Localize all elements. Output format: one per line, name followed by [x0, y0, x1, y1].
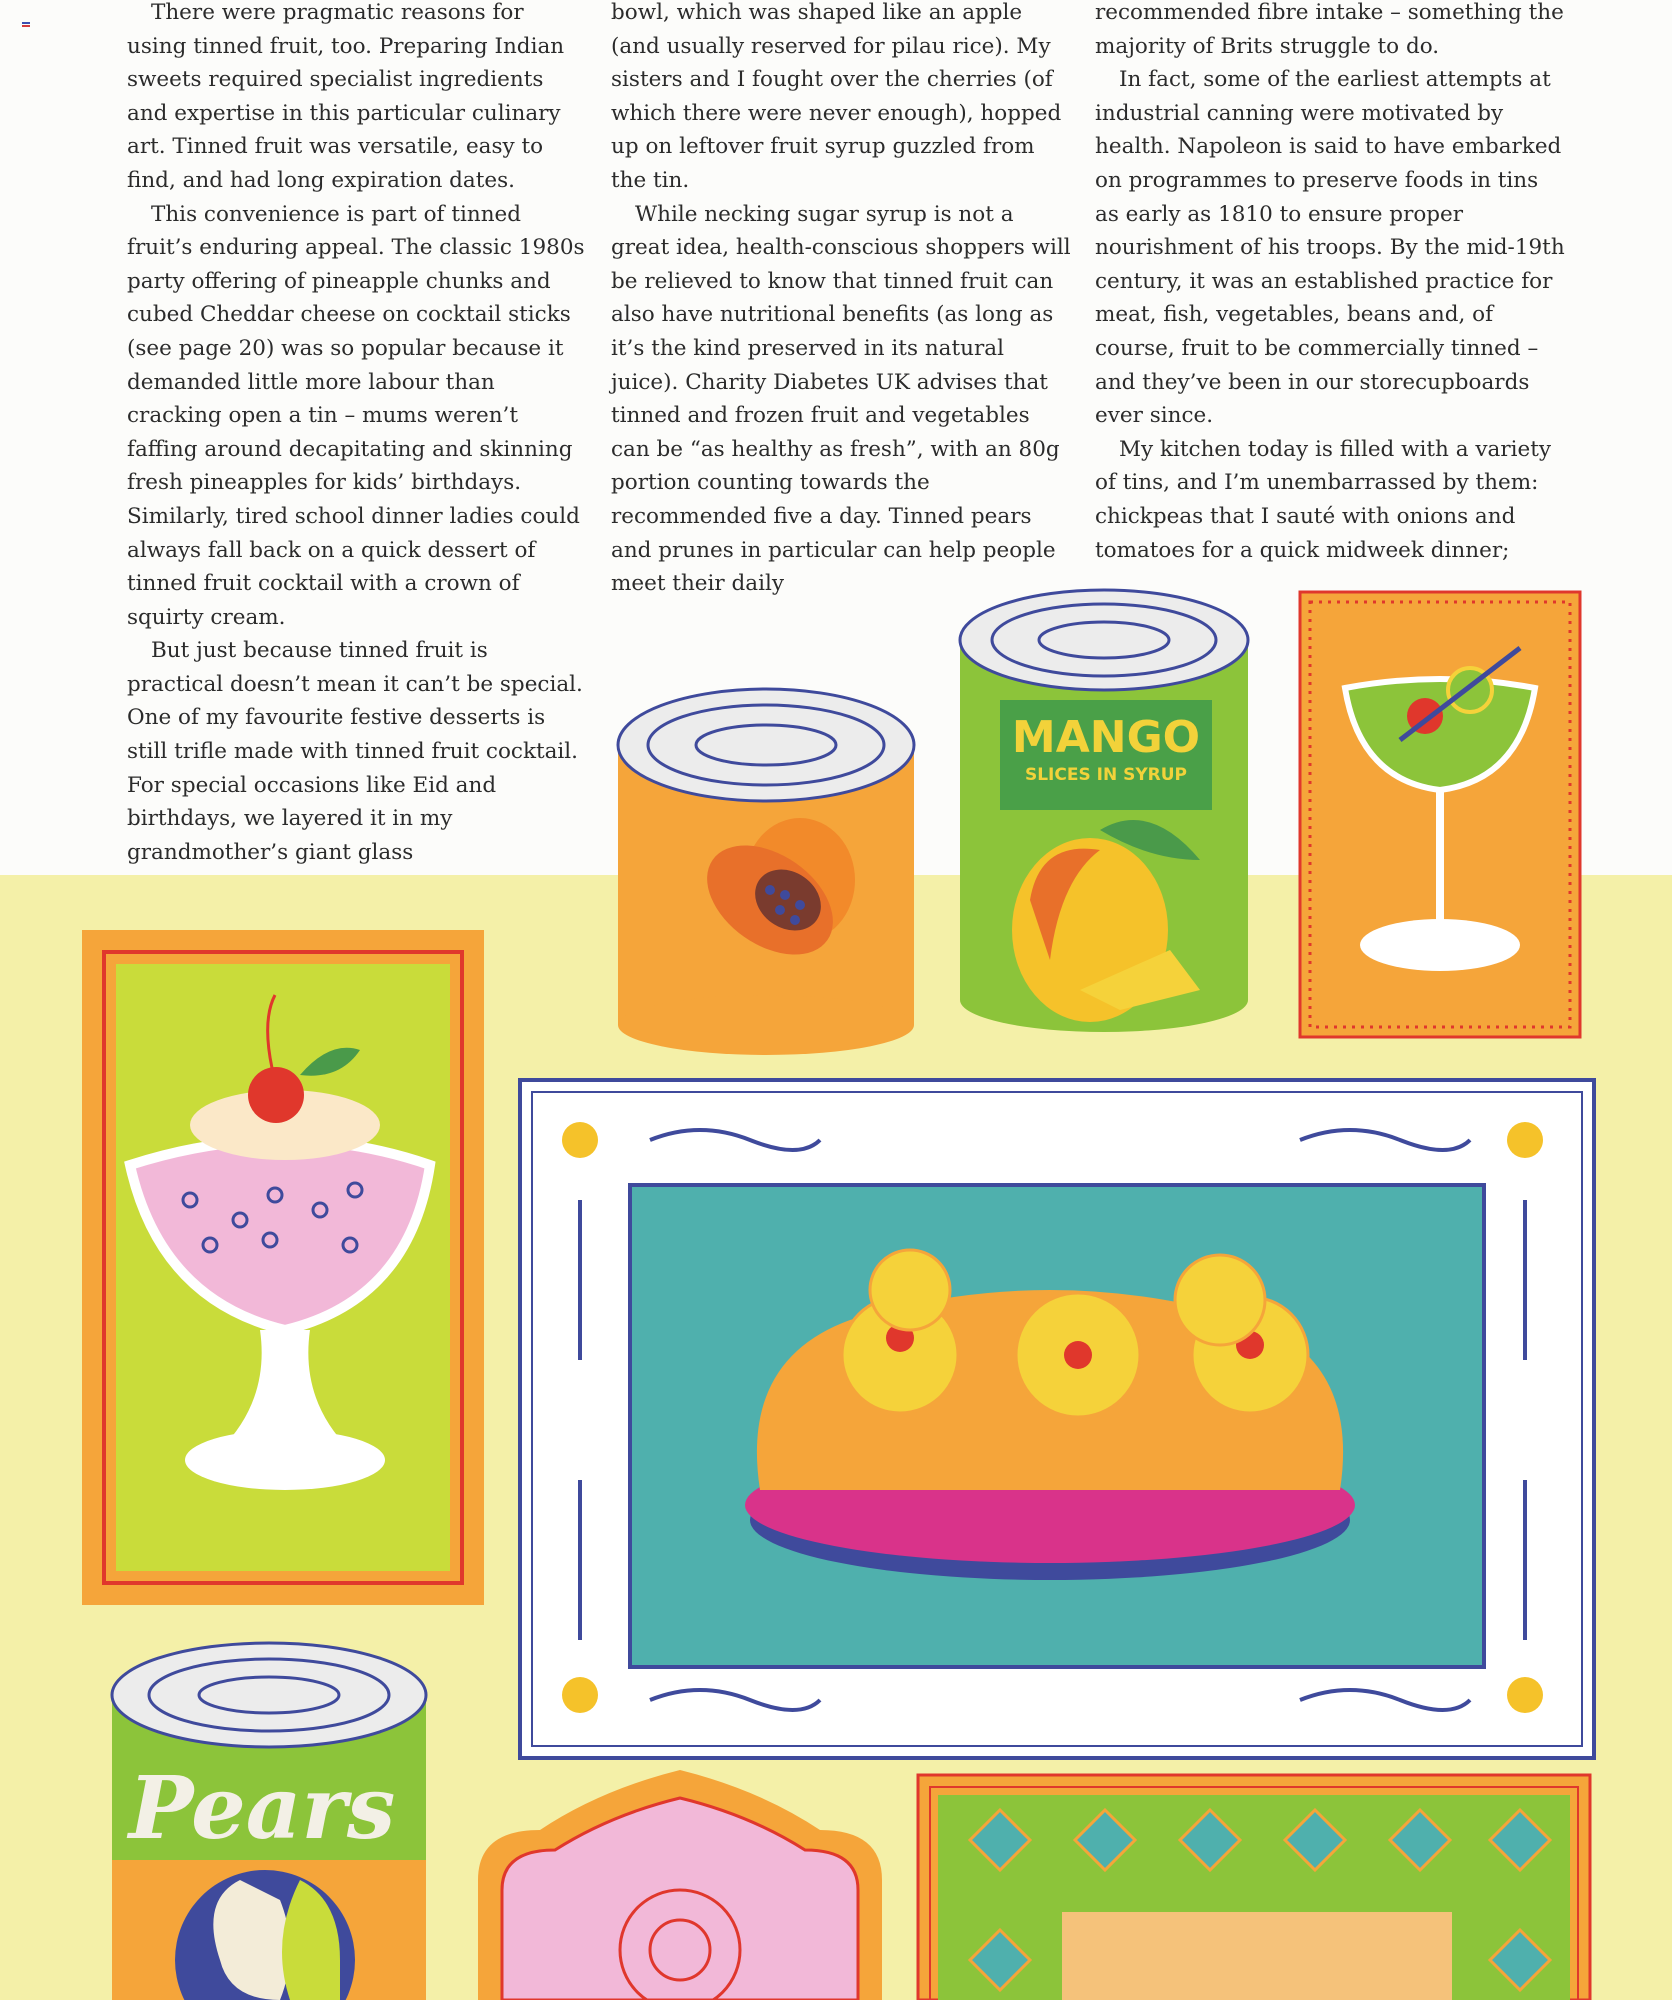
papaya-can	[618, 689, 914, 1055]
paragraph: But just because tinned fruit is practical doesn’t mean it can’t be special. One of my favourite festive desserts is still trifle made with tinned fruit cocktail. For special occasions like Eid and birthdays, we layered it in my grandmother’s giant glass	[127, 638, 583, 865]
arch-frame	[478, 1770, 882, 2000]
paragraph: recommended fibre intake – something the majority of Brits struggle to do.	[1095, 0, 1564, 59]
paragraph: This convenience is part of tinned fruit’s enduring appeal. The classic 1980s party offering of pineapple chunks and cubed Cheddar cheese on cocktail sticks (see page 20) was so popular because it demanded little more labour than cracking open a tin – mums weren’t faffing around decapitating and skinning fresh pineapples for kids’ birthdays. Similarly, tired school dinner ladies could always fall back on a quick dessert of tinned fruit cocktail with a crown of squirty cream.	[127, 201, 585, 630]
cocktail-frame	[1300, 592, 1580, 1037]
trifle-frame	[82, 930, 484, 1605]
paragraph: My kitchen today is filled with a variety of tins, and I’m unembarrassed by them: chickpeas that I sauté with onions and tomatoes for a quick midweek dinner;	[1095, 436, 1552, 563]
paragraph: There were pragmatic reasons for using tinned fruit, too. Preparing Indian sweets required specialist ingredients and expertise in this particular culinary art. Tinned fruit was versatile, easy to find, and had long expiration dates.	[127, 0, 565, 193]
mango-can-subtitle: SLICES IN SYRUP	[1024, 765, 1188, 785]
paragraph: bowl, which was shaped like an apple (and usually reserved for pilau rice). My sisters and I fought over the cherries (of which there were never enough), hopped up on leftover fruit syrup guzzled from the tin.	[611, 0, 1062, 193]
mango-can-title: MANGO	[1011, 712, 1201, 763]
pears-can	[112, 1643, 426, 2000]
cake-frame	[520, 1080, 1594, 1758]
paragraph: While necking sugar syrup is not a great idea, health-conscious shoppers will be relieved to know that tinned fruit can also have nutritional benefits (as long as it’s the kind preserved in its natural juice). Charity Diabetes UK advises that tinned and frozen fruit and vegetables can be “as healthy as fresh”, with an 80g portion counting towards the recommended five a day. Tinned pears and prunes in particular can help people meet their daily	[611, 201, 1071, 597]
mango-can	[960, 590, 1248, 1032]
pears-can-title: Pears	[128, 1758, 396, 1859]
tile-frame	[918, 1775, 1590, 2000]
paragraph: In fact, some of the earliest attempts at industrial canning were motivated by health. Napoleon is said to have embarked on programmes to preserve foods in tins as early as 1810 to ensure proper nourishment of his troops. By the mid-19th century, it was an established practice for meat, fish, vegetables, beans and, of course, fruit to be commercially tinned – and they’ve been in our storecupboards ever since.	[1095, 67, 1565, 429]
